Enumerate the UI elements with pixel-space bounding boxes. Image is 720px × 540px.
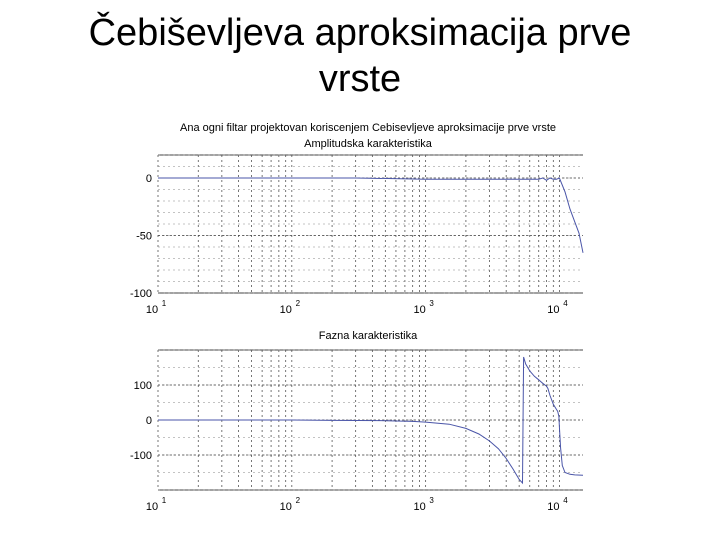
x-tick-label: [280, 496, 301, 513]
slide-title-line-1: Čebiševljeva aproksimacija prve: [88, 12, 632, 54]
x-tick-base: 10: [279, 304, 292, 316]
x-tick-exponent: 2: [295, 496, 301, 505]
x-tick-label: [280, 299, 301, 316]
phase-panel: [130, 330, 583, 513]
x-tick-label: [146, 496, 167, 513]
x-tick-exponent: 2: [295, 299, 301, 308]
x-tick-label: [146, 299, 167, 316]
x-tick-label: [547, 299, 568, 316]
x-tick-exponent: 3: [429, 496, 434, 505]
phase-y-tick-labels: [130, 380, 152, 462]
x-tick-base: 10: [145, 304, 159, 316]
y-tick-label: 0: [145, 415, 152, 427]
x-tick-exponent: 3: [429, 299, 434, 308]
x-tick-base: 10: [547, 304, 560, 316]
amplitude-grid: [158, 155, 583, 293]
phase-chart-title: Fazna karakteristika: [318, 330, 418, 342]
x-tick-exponent: 4: [563, 299, 568, 308]
x-tick-base: 10: [279, 501, 292, 513]
x-tick-exponent: 4: [563, 496, 568, 505]
y-tick-label: -50: [136, 230, 152, 243]
x-tick-label: [547, 496, 568, 513]
y-tick-label: -100: [129, 450, 152, 462]
amplitude-chart-title: Ana ogni filtar projektovan koriscenjem Cebisevljeve aproksimacije prve vrste: [180, 122, 556, 134]
y-tick-label: -100: [129, 288, 152, 300]
phase-x-tick-labels: [146, 496, 568, 513]
x-tick-base: 10: [413, 304, 426, 316]
x-tick-base: 10: [547, 501, 560, 513]
x-tick-label: [413, 496, 434, 513]
slide-title-line-2: vrste: [318, 58, 402, 100]
x-tick-base: 10: [145, 501, 159, 513]
x-tick-exponent: 1: [161, 299, 167, 308]
x-tick-label: [413, 299, 434, 316]
amplitude-x-tick-labels: [146, 299, 568, 316]
amplitude-panel: [130, 122, 583, 316]
y-tick-label: 100: [133, 380, 152, 392]
amplitude-chart-subtitle: Amplitudska karakteristika: [304, 138, 432, 150]
x-tick-exponent: 1: [161, 496, 167, 505]
y-tick-label: 0: [145, 173, 152, 185]
amplitude-y-tick-labels: [130, 173, 152, 300]
x-tick-base: 10: [413, 501, 426, 513]
